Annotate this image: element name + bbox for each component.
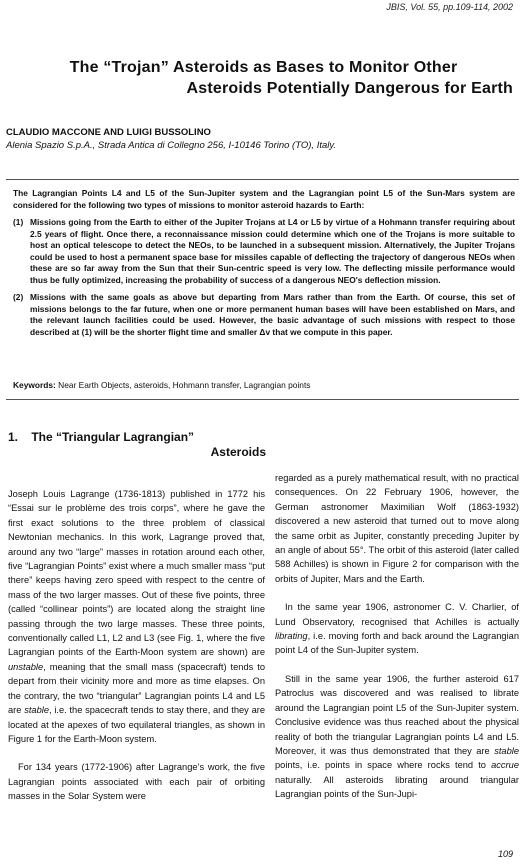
keywords xyxy=(13,380,515,391)
abstract-bottom-rule xyxy=(6,399,519,400)
abstract-item-1-text: Missions going from the Earth to either of the Jupiter Trojans at L4 or L5 by virtue of a Hohmann transfer requiring about 2.5 years of flight. Once there, a reconnaissance mission could determine which one of the Trojans is more suitable to host an optical telescope to detect the NEOs, to be launched in a subsequent mission. Alternatively, the Jupiter Trojans could be used to host a permanent space base for missiles capable of deflecting the trajectory of dangerous NEOs when these are so far away from the Sun that their Sun-centric speed is very low. The deflecting missile performance would thus be fully optimized, increasing the probability of success of a dangerous NEO's deflection mission. xyxy=(30,217,515,285)
authors: CLAUDIO MACCONE AND LUIGI BUSSOLINO xyxy=(6,127,211,138)
left-column xyxy=(8,487,265,804)
page-number: 109 xyxy=(497,849,513,859)
abstract-top-rule xyxy=(6,179,519,180)
journal-reference: JBIS, Vol. 55, pp.109-114, 2002 xyxy=(386,2,513,12)
abstract-item-1-number: (1) xyxy=(13,217,24,227)
abstract xyxy=(13,188,515,344)
right-paragraph-2: In the same year 1906, astronomer C. V. Charlier, of Lund Observatory, recognised that Achilles is actually librating, i.e. moving forth and back around the Lagrangian point L4 of the Sun-Jupiter system. xyxy=(275,602,519,656)
section-heading-line-1: 1. The “Triangular Lagrangian” xyxy=(8,430,195,444)
right-column xyxy=(275,471,519,802)
abstract-item-2 xyxy=(13,292,515,338)
section-heading-line-2: Asteroids xyxy=(210,445,266,459)
keywords-list: Near Earth Objects, asteroids, Hohmann transfer, Lagrangian points xyxy=(55,380,311,390)
right-paragraph-1: regarded as a purely mathematical result, with no practical consequences. On 22 February 1906, however, the German astronomer Maximilian Wolf (1863-1932) discovered a new asteroid that turned out to move along the same orbit as Jupiter, constantly preceding Jupiter by an angle of about 55°. The orbit of this asteroid (later called 588 Achilles) is shown in Figure 2 for comparison with the orbits of Jupiter, Mars and the Earth. xyxy=(275,473,519,584)
abstract-item-2-number: (2) xyxy=(13,292,24,302)
abstract-item-2-text: Missions with the same goals as above but departing from Mars rather than from the Earth. Of course, this set of missions belongs to the far future, when one or more permanent human bases will have been established on Mars, and the relevant launch facilities could be used. However, the basic advantage of such missions with respect to those described at (1) will be the shorter flight time and smaller Δv that we compute in this paper. xyxy=(30,292,515,337)
left-paragraph-1: Joseph Louis Lagrange (1736-1813) published in 1772 his “Essai sur le problème des trois corps”, where he gave the first exact solutions to the three problem of classical Newtonian mechanics. In this work, Lagrange proved that, around any two “large” masses in rotation around each other, five “Lagrangian Points” exist where a much smaller mass “put there” keeps having zero speed with respect to the centre of mass of the two larger masses. Out of these five points, three (called “collinear points”) are located along the straight line passing through the two large masses. These three points, conventionally called L1, L2 and L3 (see Fig. 1, where the five Lagrangian points of the Earth-Moon system are shown) are unstable, meaning that the small mass (spacecraft) tends to depart from their vicinity more and more as time elapses. On the contrary, the two “triangular” Lagrangian points L4 and L5 are stable, i.e. the spacecraft tends to stay there, and they are located at the apexes of two equilateral triangles, as shown in Figure 1 for the Earth-Moon system. xyxy=(8,489,266,744)
left-paragraph-2: For 134 years (1772-1906) after Lagrange’s work, the five Lagrangian points associated with each pair of orbiting masses in the Solar System were xyxy=(8,762,265,802)
abstract-item-1 xyxy=(13,217,515,286)
paper-title-line-1: The “Trojan” Asteroids as Bases to Monitor Other xyxy=(69,59,458,76)
affiliation: Alenia Spazio S.p.A., Strada Antica di Collegno 256, I-10146 Torino (TO), Italy. xyxy=(6,140,337,151)
keywords-label: Keywords: xyxy=(13,380,56,390)
right-paragraph-3: Still in the same year 1906, the further asteroid 617 Patroclus was discovered and was realised to librate around the Lagrangian point L5 of the Sun-Jupiter system. Conclusive evidence was thus reached about the physical reality of both the triangular Lagrangian points L4 and L5. Moreover, it was thus demonstrated that they are stable points, i.e. points in space where rocks tend to accrue naturally. All asteroids librating around triangular Lagrangian points of the Sun-Jupi- xyxy=(275,673,519,800)
paper-title-line-2: Asteroids Potentially Dangerous for Earth xyxy=(186,80,513,97)
abstract-intro: The Lagrangian Points L4 and L5 of the Sun-Jupiter system and the Lagrangian point L5 of the Sun-Mars system are considered for the following two types of missions to monitor asteroid hazards to Earth: xyxy=(13,188,515,210)
